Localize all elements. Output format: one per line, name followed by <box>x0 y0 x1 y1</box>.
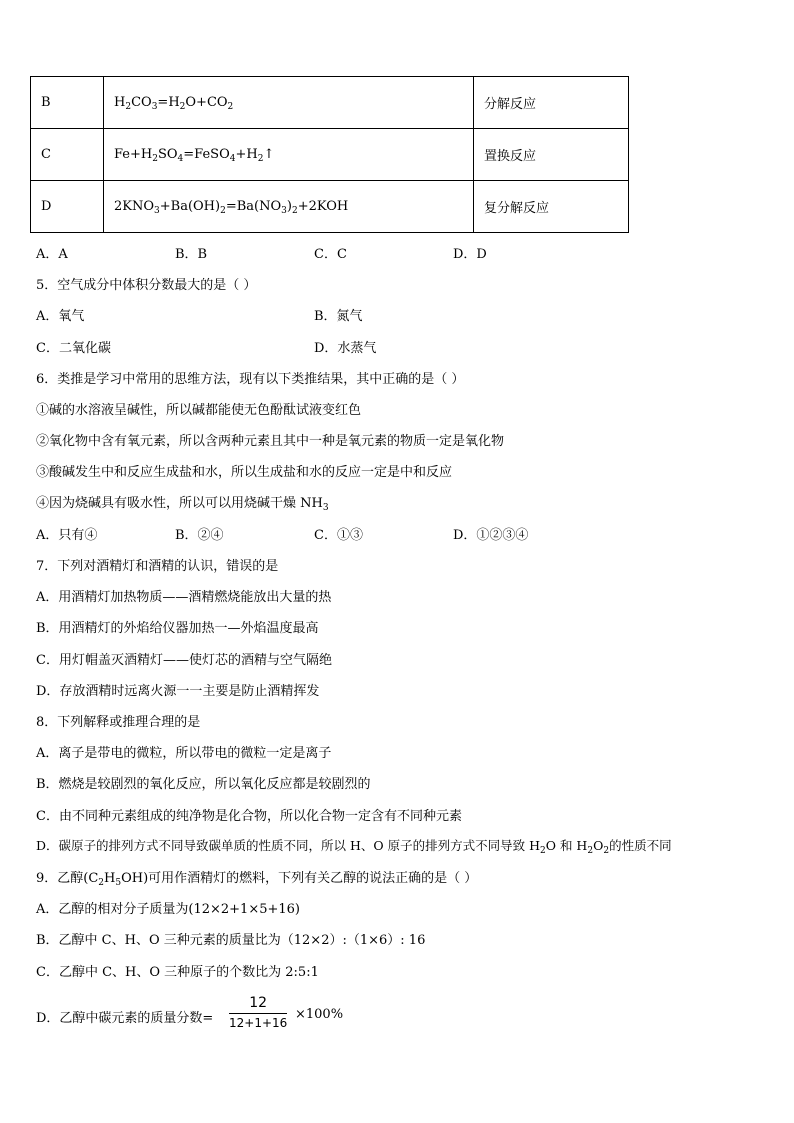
q4-choice-c[interactable]: C．C <box>314 247 347 262</box>
q7-stem: 7．下列对酒精灯和酒精的认识，错误的是 <box>36 559 279 574</box>
q6-item-2: ②氧化物中含有氧元素，所以含两种元素且其中一种是氧元素的物质一定是氧化物 <box>36 434 505 449</box>
q7-choice-b[interactable]: B．用酒精灯的外焰给仪器加热一—外焰温度最高 <box>36 621 319 636</box>
table-row <box>31 77 629 129</box>
q6-stem: 6．类推是学习中常用的思维方法，现有以下类推结果，其中正确的是（ ） <box>36 372 465 387</box>
q6-choice-d[interactable]: D．①②③④ <box>453 528 529 543</box>
q4-choice-a[interactable]: A．A <box>36 247 68 262</box>
q8-stem: 8．下列解释或推理合理的是 <box>36 715 201 730</box>
q8-choice-d[interactable]: D．碳原子的排列方式不同导致碳单质的性质不同，所以 H、O 原子的排列方式不同导致 $H_2O$ 和 $H_2O_2$的性质不同 <box>36 838 672 856</box>
q6-choice-c[interactable]: C．①③ <box>314 528 363 543</box>
table-row <box>31 181 629 233</box>
reaction-type: 分解反应 <box>474 77 629 129</box>
q7-choice-c[interactable]: C．用灯帽盖灭酒精灯——使灯芯的酒精与空气隔绝 <box>36 653 332 668</box>
option-letter: B <box>31 77 104 129</box>
q5-choice-d[interactable]: D．水蒸气 <box>314 341 377 356</box>
q5-stem: 5．空气成分中体积分数最大的是（ ） <box>36 278 257 293</box>
q6-item-4: ④因为烧碱具有吸水性，所以可以用烧碱干燥 $NH_3$ <box>36 496 329 513</box>
reaction-type: 复分解反应 <box>474 181 629 233</box>
q4-choice-b[interactable]: B．B <box>175 247 208 262</box>
q6-item-1: ①碱的水溶液呈碱性，所以碱都能使无色酚酞试液变红色 <box>36 403 362 418</box>
q4-choice-d[interactable]: D．D <box>453 247 487 262</box>
table-row <box>31 129 629 181</box>
q7-choice-a[interactable]: A．用酒精灯加热物质——酒精燃烧能放出大量的热 <box>36 590 332 605</box>
q8-choice-b[interactable]: B．燃烧是较剧烈的氧化反应，所以氧化反应都是较剧烈的 <box>36 777 371 792</box>
q6-item-3: ③酸碱发生中和反应生成盐和水，所以生成盐和水的反应一定是中和反应 <box>36 465 453 480</box>
option-letter: C <box>31 129 104 181</box>
q5-choice-c[interactable]: C．二氧化碳 <box>36 341 111 356</box>
fraction-numerator: 12 <box>249 995 268 1011</box>
q9-choice-d[interactable]: D．乙醇中碳元素的质量分数= <box>36 1011 214 1026</box>
option-letter: D <box>31 181 104 233</box>
q9-choice-d-suffix: ×100% <box>295 1007 344 1022</box>
q6-choice-b[interactable]: B．②④ <box>175 528 224 543</box>
q5-choice-b[interactable]: B．氮气 <box>314 309 363 324</box>
q5-choice-a[interactable]: A．氧气 <box>36 309 85 324</box>
chemical-equation: $Fe+H_2SO_4=FeSO_4+H_2↑$ <box>104 129 474 181</box>
q9-choice-a[interactable]: A．乙醇的相对分子质量为(12×2+1×5+16) <box>36 902 300 917</box>
q8-choice-c[interactable]: C．由不同种元素组成的纯净物是化合物，所以化合物一定含有不同种元素 <box>36 809 462 824</box>
gas-up-arrow-icon: ↑ <box>263 147 275 162</box>
q9-choice-c[interactable]: C．乙醇中 C、H、O 三种原子的个数比为 2:5:1 <box>36 965 319 980</box>
q7-choice-d[interactable]: D．存放酒精时远离火源一一主要是防止酒精挥发 <box>36 684 320 699</box>
chemical-equation: $2KNO_3+Ba(OH)_2=Ba(NO_3)_2+2KOH$ <box>104 181 474 233</box>
chemical-equation: $H_2CO_3=H_2O+CO_2$ <box>104 77 474 129</box>
mass-fraction <box>229 995 287 1030</box>
q9-stem: 9．乙醇$(C_2H_5OH)$可用作酒精灯的燃料，下列有关乙醇的说法正确的是（ ） <box>36 871 478 888</box>
q6-choice-a[interactable]: A．只有④ <box>36 528 98 543</box>
reaction-options-table <box>30 76 629 233</box>
q8-choice-a[interactable]: A．离子是带电的微粒，所以带电的微粒一定是离子 <box>36 746 332 761</box>
fraction-denominator: 12+1+16 <box>229 1016 288 1030</box>
q9-choice-b[interactable]: B．乙醇中 C、H、O 三种元素的质量比为（12×2）:（1×6）: 16 <box>36 933 426 948</box>
reaction-type: 置换反应 <box>474 129 629 181</box>
